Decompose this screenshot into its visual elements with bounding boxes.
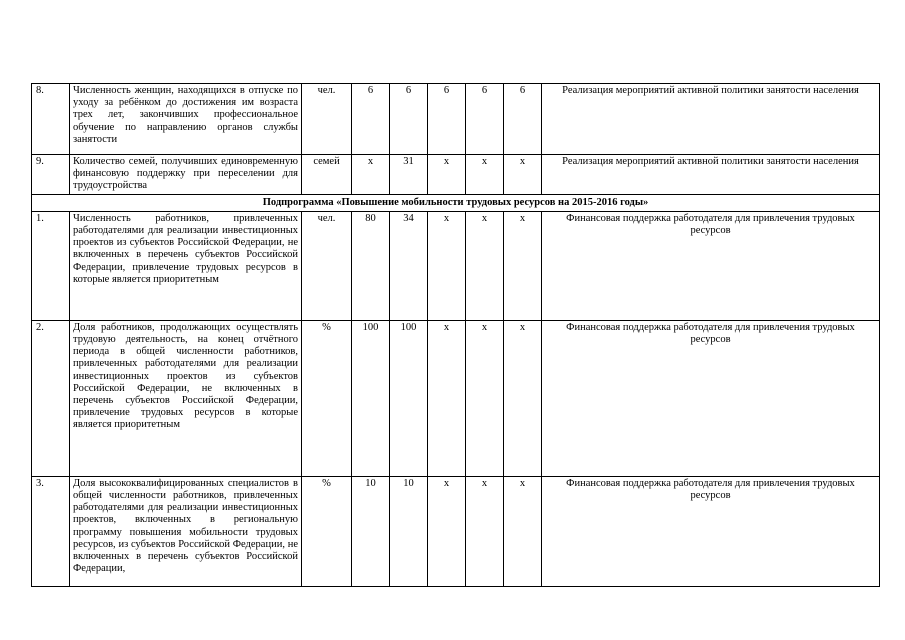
value-cell: х [504, 155, 542, 195]
value-cell: 6 [390, 84, 428, 155]
indicator-name: Численность женщин, находящихся в отпуске по уходу за ребёнком до достижения им возраста трех лет, закончивших профессиональное обучение по направлению органов службы занятости [70, 84, 302, 155]
value-cell: х [504, 320, 542, 476]
value-cell: 6 [428, 84, 466, 155]
row-number: 3. [32, 476, 70, 586]
value-cell: х [504, 211, 542, 320]
table-row [32, 476, 880, 586]
event-cell: Финансовая поддержка работодателя для привлечения трудовых ресурсов [542, 476, 880, 586]
value-cell: 6 [352, 84, 390, 155]
value-cell: х [428, 476, 466, 586]
value-cell: 100 [352, 320, 390, 476]
indicator-name: Доля высококвалифицированных специалистов в общей численности работников, привлеченных работодателями для реализации инвестиционных проектов, включенных в региональную программу повышения мобильности трудовых ресурсов, из субъектов Российской Федерации, не включенных в перечень субъектов Российской Федерации, [70, 476, 302, 586]
value-cell: 6 [466, 84, 504, 155]
value-cell: х [428, 320, 466, 476]
row-number: 1. [32, 211, 70, 320]
event-cell: Реализация мероприятий активной политики занятости населения [542, 155, 880, 195]
event-cell: Финансовая поддержка работодателя для привлечения трудовых ресурсов [542, 211, 880, 320]
event-cell: Реализация мероприятий активной политики занятости населения [542, 84, 880, 155]
unit-cell: семей [302, 155, 352, 195]
indicator-name: Доля работников, продолжающих осуществлять трудовую деятельность, на конец отчётного периода в общей численности работников, привлеченных работодателями для реализации инвестиционных проектов из субъектов Российской Федерации, не включенных в перечень субъектов Российской Федерации, привлечение трудовых ресурсов в которые является приоритетным [70, 320, 302, 476]
unit-cell: чел. [302, 211, 352, 320]
value-cell: х [504, 476, 542, 586]
value-cell: х [466, 320, 504, 476]
table-body [32, 84, 880, 587]
row-number: 8. [32, 84, 70, 155]
row-number: 9. [32, 155, 70, 195]
table-row [32, 84, 880, 155]
value-cell: х [428, 155, 466, 195]
table-row [32, 211, 880, 320]
value-cell: х [352, 155, 390, 195]
value-cell: 6 [504, 84, 542, 155]
indicator-name: Количество семей, получивших единовременную финансовую поддержку при переселении для трудоустройства [70, 155, 302, 195]
indicators-table-container [31, 83, 880, 587]
table-row [32, 155, 880, 195]
value-cell: х [466, 211, 504, 320]
value-cell: х [428, 211, 466, 320]
value-cell: 10 [352, 476, 390, 586]
value-cell: 10 [390, 476, 428, 586]
subprogram-row [32, 194, 880, 211]
indicators-table [31, 83, 880, 587]
table-row [32, 320, 880, 476]
unit-cell: чел. [302, 84, 352, 155]
unit-cell: % [302, 476, 352, 586]
row-number: 2. [32, 320, 70, 476]
unit-cell: % [302, 320, 352, 476]
value-cell: х [466, 476, 504, 586]
value-cell: х [466, 155, 504, 195]
value-cell: 100 [390, 320, 428, 476]
value-cell: 34 [390, 211, 428, 320]
subprogram-title: Подпрограмма «Повышение мобильности трудовых ресурсов на 2015-2016 годы» [32, 194, 880, 211]
value-cell: 31 [390, 155, 428, 195]
value-cell: 80 [352, 211, 390, 320]
event-cell: Финансовая поддержка работодателя для привлечения трудовых ресурсов [542, 320, 880, 476]
indicator-name: Численность работников, привлеченных работодателями для реализации инвестиционных проектов из субъектов Российской Федерации, не включенных в перечень субъектов Российской Федерации, привлечение трудовых ресурсов в которые является приоритетным [70, 211, 302, 320]
